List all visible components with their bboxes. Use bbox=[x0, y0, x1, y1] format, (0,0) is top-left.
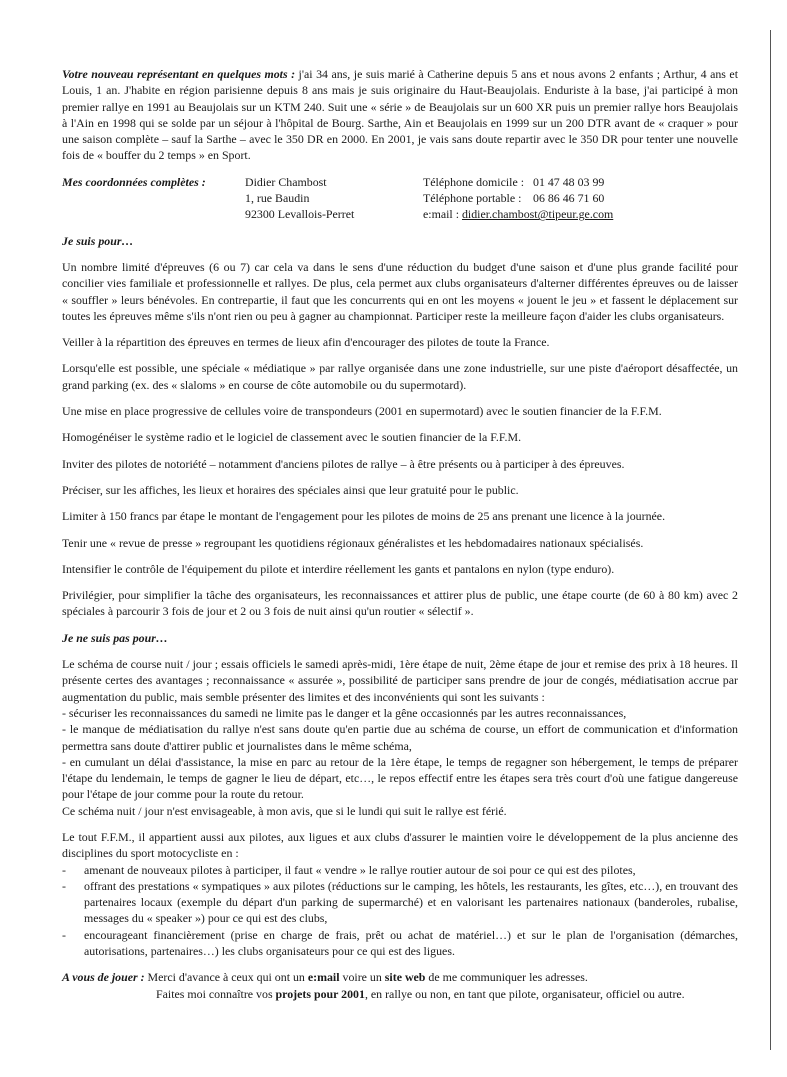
ffm-item: - encourageant financièrement (prise en charge de frais, prêt ou achat de matériel…) et sur le plan de l'organisation (démarches, autorisations, partenaires…) les clubs organisateurs pour ce qui est des ligues. bbox=[62, 927, 738, 960]
contact-label: Mes coordonnées complètes : bbox=[62, 174, 206, 189]
section-heading-contre: Je ne suis pas pour… bbox=[62, 630, 168, 645]
intro-lead: Votre nouveau représentant en quelques mots : bbox=[62, 67, 296, 81]
pour-item: Lorsqu'elle est possible, une spéciale « médiatique » par rallye organisée dans une zone industrielle, sur une piste d'aéroport désaffectée, un grand parking (ex. des « slaloms » en course de côte automobile ou du supermotard). bbox=[62, 361, 738, 392]
contre-line: - en cumulant un délai d'assistance, la mise en parc au retour de la 1ère étape, le temps de regagner son hébergement, le temps de préparer l'étape du lendemain, le temps de gagner le lieu de départ, etc…, le repos effectif entre les étapes sera très court d'où une fatigue dangereuse pour l'étape de jour comme pour la route du retour. bbox=[62, 754, 738, 802]
pour-item: Intensifier le contrôle de l'équipement du pilote et interdire réellement les gants et pantalons en nylon (type enduro). bbox=[62, 561, 615, 576]
pour-item: Une mise en place progressive de cellules voire de transpondeurs (2001 en supermotard) avec le soutien financier de la F.F.M. bbox=[62, 404, 662, 419]
email-link[interactable]: didier.chambost@tipeur.ge.com bbox=[461, 207, 614, 222]
mobile-phone: 06 86 46 71 60 bbox=[533, 191, 605, 206]
page-edge-line bbox=[770, 30, 771, 1050]
pour-item: Limiter à 150 francs par étape le montant de l'engagement pour les pilotes de moins de 25 ans prenant une licence à la journée. bbox=[62, 509, 666, 524]
contact-city: 92300 Levallois-Perret bbox=[245, 207, 355, 222]
pour-list bbox=[62, 259, 738, 620]
closing-text: voire un bbox=[339, 970, 385, 985]
contact-block bbox=[62, 174, 738, 223]
email-label: e:mail : bbox=[423, 207, 459, 222]
closing-text: Merci d'avance à ceux qui ont un bbox=[144, 970, 308, 985]
mobile-phone-label: Téléphone portable : bbox=[423, 191, 522, 206]
closing-text: de me communiquer les adresses. bbox=[425, 970, 588, 985]
home-phone-label: Téléphone domicile : bbox=[423, 174, 525, 189]
contre-line: - le manque de médiatisation du rallye n'est sans doute qu'en partie due au schéma de course, un effort de communication et d'information permettra sans doute d'attirer public et journalistes dans le même schéma, bbox=[62, 722, 738, 753]
pour-item: Un nombre limité d'épreuves (6 ou 7) car cela va dans le sens d'une réduction du budget d'une saison et d'une plus grande facilité pour concilier vies familiale et professionnelle et rallyes. De plus, cela permet aux clubs organisateurs d'alterner différentes épreuves ou de laisser « souffler » leurs bénévoles. En contrepartie, il faut que les concurrents qui en ont les moyens « jouent le jeu » et fassent le déplacement sur toutes les épreuves même s'ils n'ont rien ou peu à gagner au championnat. Participer reste la meilleure façon d'aider les clubs organisateurs. bbox=[62, 259, 738, 323]
pour-item: Préciser, sur les affiches, les lieux et horaires des spéciales ainsi que leur gratuité pour le public. bbox=[62, 482, 519, 497]
closing-projects: projets pour 2001 bbox=[275, 986, 365, 1001]
email-line bbox=[423, 206, 738, 222]
ffm-item: - amenant de nouveaux pilotes à participer, il faut « vendre » le rallye routier autour de soi pour ce qui est des pilotes, bbox=[62, 862, 738, 878]
closing-line-1 bbox=[62, 969, 738, 985]
pour-item: Veiller à la répartition des épreuves en termes de lieux afin d'encourager des pilotes de toute la France. bbox=[62, 335, 550, 350]
pour-item: Privilégier, pour simplifier la tâche des organisateurs, les reconnaissances et attirer plus de public, une étape courte (de 60 à 80 km) avec 2 spéciales à parcourir 3 fois de jour et 2 ou 3 fois de nuit ainsi qu'un routier « sélectif ». bbox=[62, 588, 738, 619]
contre-line: - sécuriser les reconnaissances du samedi ne limite pas le danger et la gêne occasionnés par les autres reconnaissances, bbox=[62, 705, 627, 720]
closing-text: Faites moi connaître vos bbox=[156, 986, 276, 1001]
ffm-intro: Le tout F.F.M., il appartient aussi aux pilotes, aux ligues et aux clubs d'assurer le maintien voire le développement de la plus ancienne des disciplines du sport motocycliste en : bbox=[62, 829, 738, 861]
closing-site-word: site web bbox=[384, 970, 426, 985]
letter-page bbox=[62, 66, 738, 1002]
contact-name: Didier Chambost bbox=[245, 174, 327, 189]
ffm-item: - offrant des prestations « sympatiques » aux pilotes (réductions sur le camping, les hôtels, les restaurants, les gîtes, etc…), en trouvant des partenaires locaux (exemple du départ d'un parking de supermarché) et en valorisant les partenaires nationaux (banderoles, rubalise, messages du « speaker ») pour ce qui est des clubs, bbox=[62, 878, 738, 927]
ffm-block bbox=[62, 829, 738, 959]
closing-email-word: e:mail bbox=[307, 970, 340, 985]
closing-lead: A vous de jouer : bbox=[62, 970, 145, 985]
ffm-list bbox=[62, 862, 738, 960]
closing-line-2 bbox=[62, 986, 738, 1002]
pour-item: Tenir une « revue de presse » regroupant les quotidiens régionaux généralistes et les hebdomadaires nationaux spécialisés. bbox=[62, 535, 644, 550]
contact-street: 1, rue Baudin bbox=[245, 191, 310, 206]
intro-paragraph bbox=[62, 66, 738, 164]
contre-line: Ce schéma nuit / jour n'est envisageable, à mon avis, que si le lundi qui suit le rallye est férié. bbox=[62, 803, 507, 818]
closing-text: , en rallye ou non, en tant que pilote, organisateur, officiel ou autre. bbox=[364, 986, 685, 1001]
section-heading-pour: Je suis pour… bbox=[62, 233, 134, 248]
intro-text: j'ai 34 ans, je suis marié à Catherine depuis 5 ans et nous avons 2 enfants ; Arthur, 4 ans et Louis, 1 an. J'habite en région parisienne depuis 8 ans mais je suis originaire du Haut-Beaujolais. Enduriste à la base, j'ai participé à mon premier rallye en 1991 au Beaujolais sur un KTM 240. Suit une « série » de Beaujolais sur un 600 XR puis un premier rallye hors Beaujolais à l'Ain en 1998 qui se solde par un séjour à l'hôpital de Bourg. Sarthe, Ain et Beaujolais en 1999 sur un 200 DTR avant de « craquer » pour une saison complète – sauf la Sarthe – avec le 350 DR en 2000. En 2001, je vais sans doute repartir avec le 350 DR pour tenter une nouvelle fois de « bouffer du 2 temps » en Sport. bbox=[62, 67, 738, 163]
pour-item: Homogénéiser le système radio et le logiciel de classement avec le soutien financier de la F.F.M. bbox=[62, 430, 522, 445]
pour-item: Inviter des pilotes de notoriété – notamment d'anciens pilotes de rallye – à être présents ou à participer à des épreuves. bbox=[62, 456, 625, 471]
contre-line: Le schéma de course nuit / jour ; essais officiels le samedi après-midi, 1ère étape de nuit, 2ème étape de jour et remise des prix à 18 heures. Il présente certes des avantages ; reconnaissance « assurée », possibilité de participer sans prendre de jour de congés, médiatisation accrue par augmentation du public, mais semble présenter des limites et des inconvénients qui sont les suivants : bbox=[62, 657, 738, 704]
contre-block bbox=[62, 656, 738, 819]
home-phone: 01 47 48 03 99 bbox=[533, 174, 605, 189]
closing-block bbox=[62, 969, 738, 1002]
